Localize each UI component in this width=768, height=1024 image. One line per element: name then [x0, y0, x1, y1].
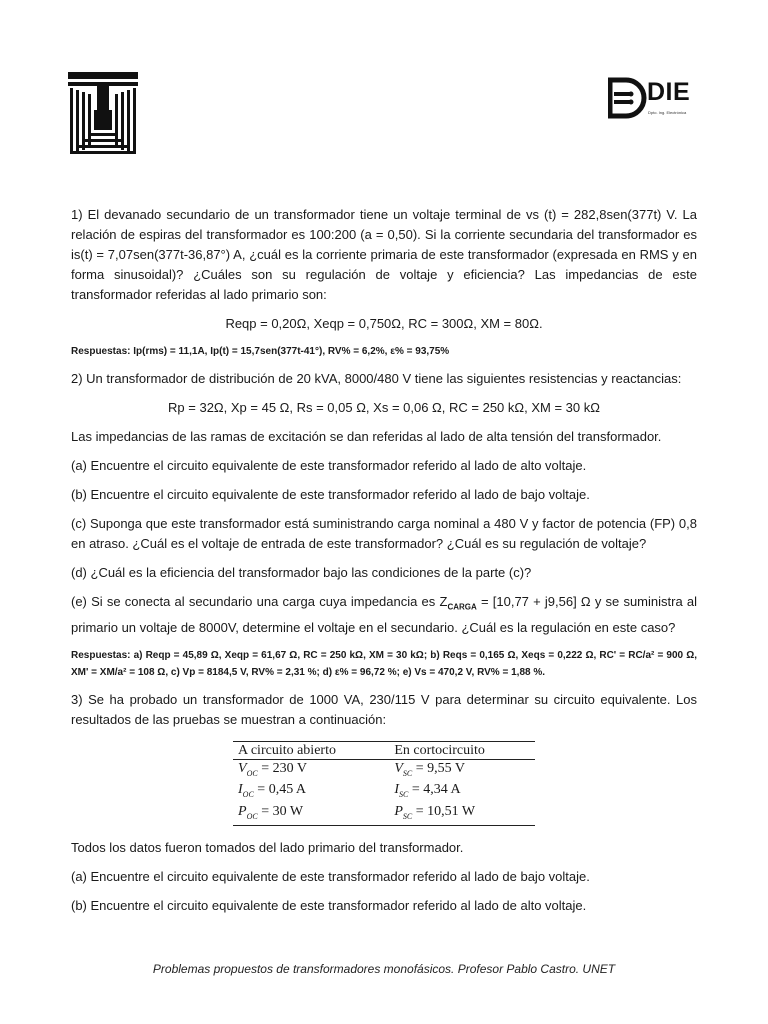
- table-row: $P_{OC} = 30$ W $P_{SC} = 10,51$ W: [233, 803, 535, 825]
- problem-2-part-e: [71, 592, 697, 638]
- problems-content: [71, 205, 697, 916]
- problem-2-part-b: (b) Encuentre el circuito equivalente de este transformador referido al lado de bajo voltaje.: [71, 487, 590, 502]
- table-header-open-circuit: A circuito abierto: [233, 741, 389, 759]
- z-carga-subscript: CARGA: [447, 602, 477, 612]
- problem-1-impedances: Reqp = 0,20Ω, Xeqp = 0,750Ω, RC = 300Ω, XM = 80Ω.: [225, 316, 543, 331]
- problem-3-statement: 3) Se ha probado un transformador de 1000 VA, 230/115 V para determinar su circuito equivalente. Los resultados de las pruebas se muestran a continuación:: [71, 691, 697, 727]
- problem-2-part-c: (c) Suponga que este transformador está suministrando carga nominal a 480 V y factor de potencia (FP) 0,8 en atraso. ¿Cuál es el voltaje de entrada de este transformador? ¿Cuál es su regulación de voltaje?: [71, 516, 697, 551]
- problem-2-answer: Respuestas: a) Reqp = 45,89 Ω, Xeqp = 61,67 Ω, RC = 250 kΩ, XM = 30 kΩ; b) Reqs = 0,165 Ω, Xeqs = 0,222 Ω, RC' = RC/a² = 900 Ω, XM' = XM/a² = 108 Ω, c) Vp = 8184,5 V, RV% = 2,31 %; d) ε% = 96,72 %; e) Vs = 470,2 V, RV% = 1,88 %.: [71, 649, 697, 678]
- university-logo-icon: [68, 72, 138, 156]
- problem-1-answer: Respuestas: Ip(rms) = 11,1A, Ip(t) = 15,7sen(377t-41°), RV% = 6,2%, ε% = 93,75%: [71, 346, 450, 357]
- die-logo-subtitle: Dpto. Ing. Electrónica: [648, 110, 687, 115]
- test-results-table: [233, 741, 535, 826]
- test-results-table-wrap: [71, 741, 697, 826]
- problem-3-part-b: (b) Encuentre el circuito equivalente de este transformador referido al lado de alto voltaje.: [71, 897, 587, 913]
- problem-1-statement: 1) El devanado secundario de un transformador tiene un voltaje terminal de vs (t) = 282,8sen(377t) V. La relación de espiras del transformador es 100:200 (a = 0,50). Si la corriente secundaria del transformador es is(t) = 7,07sen(377t-36,87°) A, ¿cuál es la corriente primaria de este transformador (expresada en RMS y en forma sinusoidal)? ¿Cuáles son su regulación de voltaje y eficiencia? Las impedancias de este transformador referidas al lado primario son:: [71, 207, 697, 302]
- part-e-post: = [10,77 + j9,56] Ω y se suministra al primario un voltaje de 8000V, determine el voltaje en el secundario. ¿Cuál es la regulación en este caso?: [71, 594, 697, 635]
- die-logo-text: DIE: [647, 78, 691, 106]
- problem-2-note: Las impedancias de las ramas de excitación se dan referidas al lado de alta tensión del transformador.: [71, 429, 662, 444]
- problem-2-statement: 2) Un transformador de distribución de 20 kVA, 8000/480 V tiene las siguientes resistencias y reactancias:: [71, 371, 682, 386]
- problem-2-part-d: (d) ¿Cuál es la eficiencia del transformador bajo las condiciones de la parte (c)?: [71, 565, 532, 580]
- table-row: $V_{OC} = 230$ V $V_{SC} = 9,55$ V: [238, 760, 466, 778]
- table-header-short-circuit: En cortocircuito: [389, 741, 535, 759]
- problem-3-part-a: (a) Encuentre el circuito equivalente de este transformador referido al lado de bajo voltaje.: [71, 868, 590, 884]
- problem-2-part-a: (a) Encuentre el circuito equivalente de este transformador referido al lado de alto voltaje.: [71, 458, 587, 473]
- part-e-pre: (e) Si se conecta al secundario una carga cuya impedancia es Z: [71, 594, 448, 609]
- table-row: $I_{OC} = 0,45$ A $I_{SC} = 4,34$ A: [238, 782, 461, 800]
- page-footer: Problemas propuestos de transformadores monofásicos. Profesor Pablo Castro. UNET: [152, 962, 616, 976]
- problem-3-note: Todos los datos fueron tomados del lado primario del transformador.: [71, 839, 464, 855]
- problem-2-values: Rp = 32Ω, Xp = 45 Ω, Rs = 0,05 Ω, Xs = 0,06 Ω, RC = 250 kΩ, XM = 30 kΩ: [168, 400, 600, 415]
